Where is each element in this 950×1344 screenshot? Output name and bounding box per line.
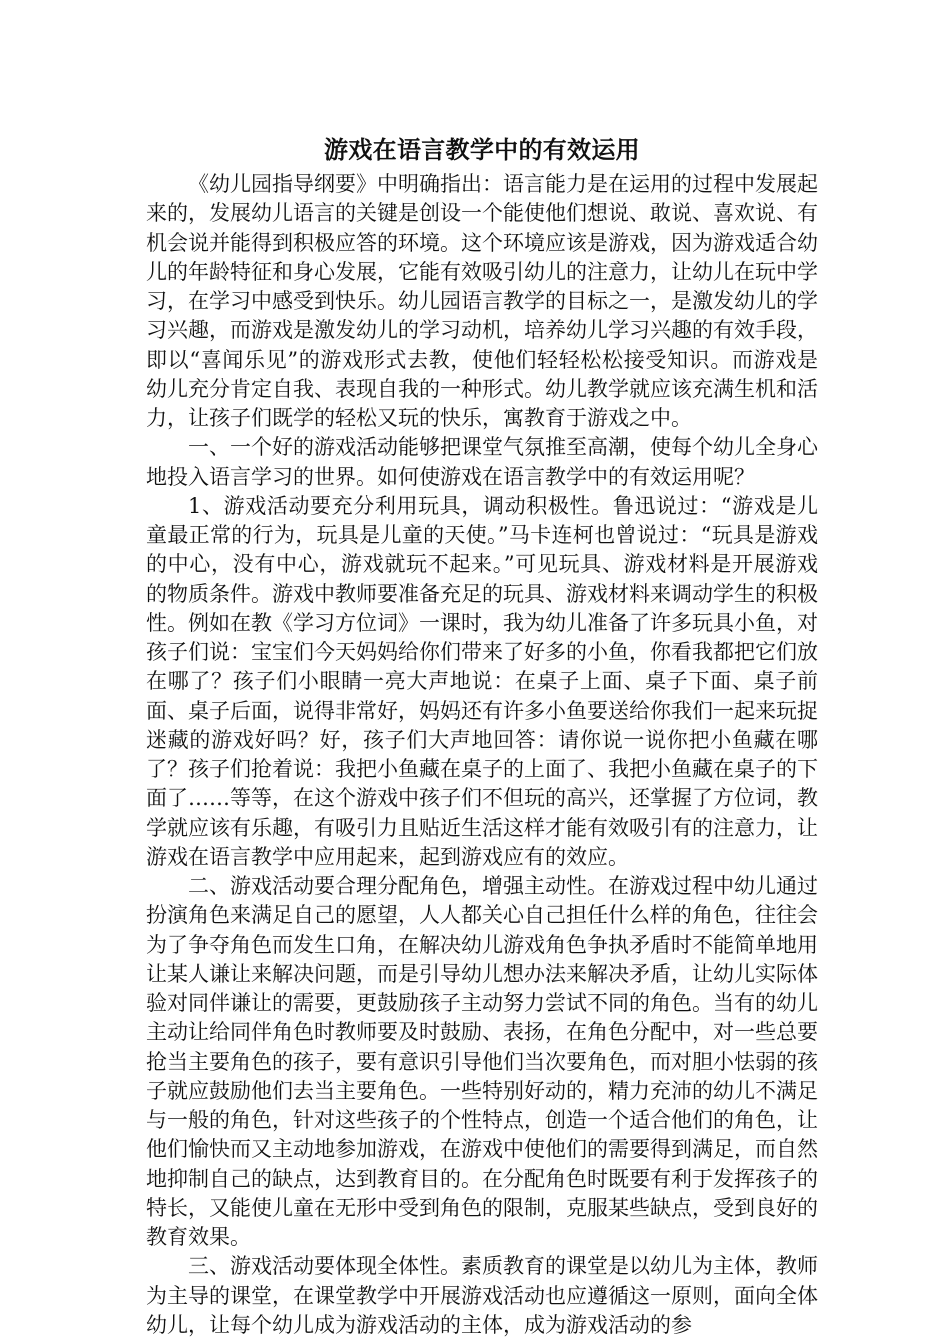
paragraph-section-one: 一、一个好的游戏活动能够把课堂气氛推至高潮，使每个幼儿全身心地投入语言学习的世界。如何使游戏在语言教学中的有效运用呢？: [146, 435, 818, 489]
document-body: [146, 133, 818, 1340]
document-title: 游戏在语言教学中的有效运用: [324, 135, 640, 164]
paragraph-toys: 1、游戏活动要充分利用玩具，调动积极性。鲁迅说过：“游戏是儿童最正常的行为，玩具是儿童的天使。”马卡连柯也曾说过：“玩具是游戏的中心，没有中心，游戏就玩不起来。”可见玩具、游戏材料是开展游戏的物质条件。游戏中教师要准备充足的玩具、游戏材料来调动学生的积极性。例如在教《学习方位词》一课时，我为幼儿准备了许多玩具小鱼，对孩子们说：宝宝们今天妈妈给你们带来了好多的小鱼，你看我都把它们放在哪了？孩子们小眼睛一亮大声地说：在桌子上面、桌子下面、桌子前面、桌子后面，说得非常好，妈妈还有许多小鱼要送给你我们一起来玩捉迷藏的游戏好吗？好，孩子们大声地回答：请你说一说你把小鱼藏在哪了？孩子们抢着说：我把小鱼藏在桌子的上面了、我把小鱼藏在桌子的下面了……等等，在这个游戏中孩子们不但玩的高兴，还掌握了方位词，教学就应该有乐趣，有吸引力且贴近生活这样才能有效吸引有的注意力，让游戏在语言教学中应用起来，起到游戏应有的效应。: [146, 493, 818, 869]
paragraph-intro: 《幼儿园指导纲要》中明确指出：语言能力是在运用的过程中发展起来的，发展幼儿语言的关键是创设一个能使他们想说、敢说、喜欢说、有机会说并能得到积极应答的环境。这个环境应该是游戏，因为游戏适合幼儿的年龄特征和身心发展，它能有效吸引幼儿的注意力，让幼儿在玩中学习，在学习中感受到快乐。幼儿园语言教学的目标之一，是激发幼儿的学习兴趣，而游戏是激发幼儿的学习动机，培养幼儿学习兴趣的有效手段，即以“喜闻乐见”的游戏形式去教，使他们轻轻松松接受知识。而游戏是幼儿充分肯定自我、表现自我的一种形式。幼儿教学就应该充满生机和活力，让孩子们既学的轻松又玩的快乐，寓教育于游戏之中。: [146, 172, 818, 430]
paragraph-section-two: 二、游戏活动要合理分配角色，增强主动性。在游戏过程中幼儿通过扮演角色来满足自己的愿望，人人都关心自己担任什么样的角色，往往会为了争夺角色而发生口角，在解决幼儿游戏角色争执矛盾时不能简单地用让某人谦让来解决问题，而是引导幼儿想办法来解决矛盾，让幼儿实际体验对同伴谦让的需要，更鼓励孩子主动努力尝试不同的角色。当有的幼儿主动让给同伴角色时教师要及时鼓励、表扬，在角色分配中，对一些总要抢当主要角色的孩子，要有意识引导他们当次要角色，而对胆小怯弱的孩子就应鼓励他们去当主要角色。一些特别好动的，精力充沛的幼儿不满足与一般的角色，针对这些孩子的个性特点，创造一个适合他们的角色，让他们愉快而又主动地参加游戏，在游戏中使他们的需要得到满足，而自然地抑制自己的缺点，达到教育目的。在分配角色时既要有利于发挥孩子的特长，又能使儿童在无形中受到角色的限制，克服某些缺点，受到良好的教育效果。: [146, 874, 818, 1249]
paragraph-section-three: 三、游戏活动要体现全体性。素质教育的课堂是以幼儿为主体，教师为主导的课堂，在课堂教学中开展游戏活动也应遵循这一原则，面向全体幼儿，让每个幼儿成为游戏活动的主体，成为游戏活动的参: [146, 1254, 818, 1337]
